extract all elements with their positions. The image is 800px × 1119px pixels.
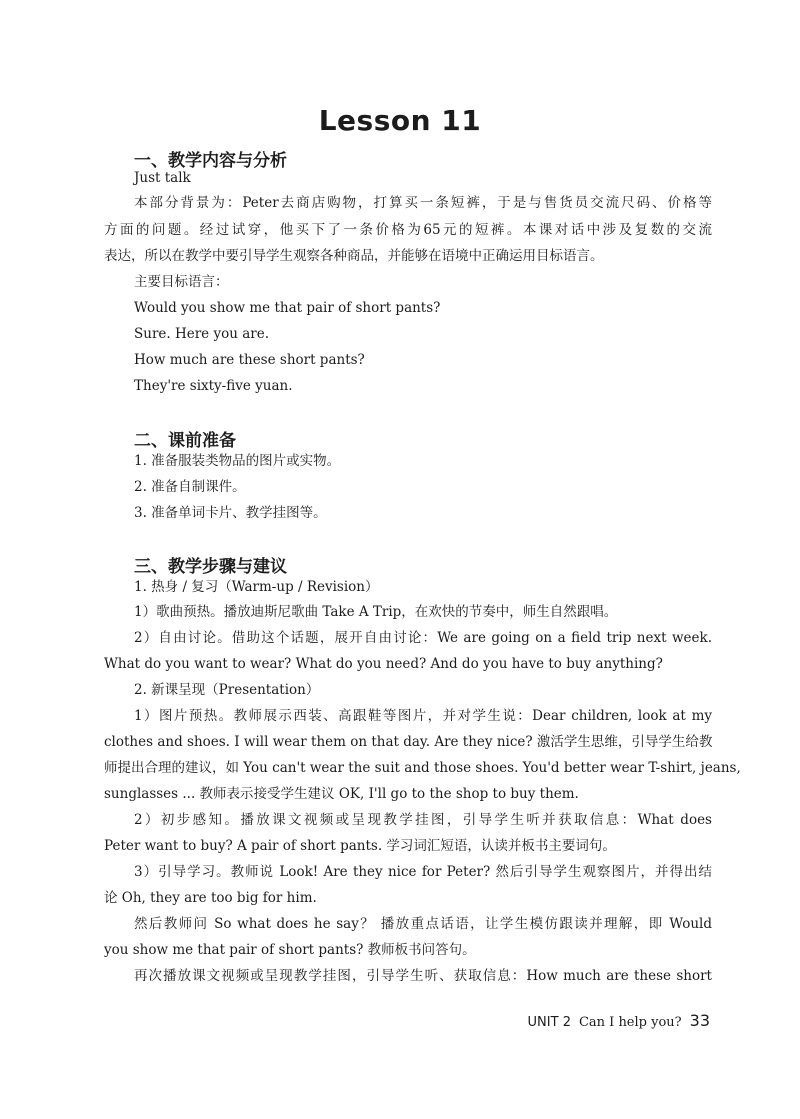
target-sentence: Would you show me that pair of short pants? — [134, 300, 441, 316]
list-item: 3. 准备单词卡片、教学挂图等。 — [134, 505, 327, 521]
paragraph-line: 然后教师问 So what does he say？ 播放重点话语，让学生模仿跟读并理解，即 Would — [134, 916, 712, 932]
page-number: 33 — [689, 1011, 710, 1030]
target-sentence: Sure. Here you are. — [134, 326, 269, 342]
paragraph-line: 论 Oh, they are too big for him. — [104, 890, 317, 906]
paragraph-line: 1）图片预热。教师展示西装、高跟鞋等图片，并对学生说：Dear children, look at my — [134, 708, 712, 724]
list-item: 2. 准备自制课件。 — [134, 479, 246, 495]
paragraph-line: 再次播放课文视频或呈现教学挂图，引导学生听、获取信息：How much are these short — [134, 968, 712, 984]
section-heading-content-analysis: 一、教学内容与分析 — [134, 151, 287, 171]
paragraph-line: 表达，所以在教学中要引导学生观察各种商品，并能够在语境中正确运用目标语言。 — [104, 248, 604, 264]
paragraph-line: 方面的问题。经过试穿，他买下了一条价格为65元的短裤。本课对话中涉及复数的交流 — [104, 222, 712, 238]
list-item: 1. 准备服装类物品的图片或实物。 — [134, 453, 341, 469]
paragraph-line: 2）自由讨论。借助这个话题，展开自由讨论：We are going on a field trip next week. — [134, 630, 712, 646]
page-footer — [528, 1011, 710, 1030]
paragraph-line: clothes and shoes. I will wear them on that day. Are they nice? 激活学生思维，引导学生给教 — [104, 734, 713, 750]
subheading-just-talk: Just talk — [134, 170, 191, 186]
paragraph-line: you show me that pair of short pants? 教师板书问答句。 — [104, 942, 476, 958]
paragraph-line: 本部分背景为：Peter去商店购物，打算买一条短裤，于是与售货员交流尺码、价格等 — [134, 195, 712, 211]
paragraph-line: sunglasses ... 教师表示接受学生建议 OK, I'll go to the shop to buy them. — [104, 786, 579, 802]
paragraph-line: 师提出合理的建议，如 You can't wear the suit and those shoes. You'd better wear T-shirt, jeans, — [104, 760, 741, 776]
paragraph-line: What do you want to wear? What do you need? And do you have to buy anything? — [104, 656, 663, 672]
section-heading-teaching-steps: 三、教学步骤与建议 — [134, 557, 287, 577]
lesson-title: Lesson 11 — [318, 104, 482, 137]
target-sentence: They're sixty-five yuan. — [134, 378, 293, 394]
paragraph-line: 1）歌曲预热。播放迪斯尼歌曲 Take A Trip，在欢快的节奏中，师生自然跟唱。 — [134, 604, 618, 620]
paragraph-line: 3）引导学习。教师说 Look! Are they nice for Peter? 然后引导学生观察图片，并得出结 — [134, 864, 712, 880]
footer-unit: UNIT 2 — [527, 1015, 571, 1030]
target-sentence: How much are these short pants? — [134, 352, 365, 368]
section-heading-preparation: 二、课前准备 — [134, 431, 236, 451]
target-language-label: 主要目标语言： — [134, 274, 229, 290]
step-heading: 1. 热身 / 复习（Warm-up / Revision） — [134, 579, 379, 595]
step-heading: 2. 新课呈现（Presentation） — [134, 682, 320, 698]
footer-unit-subtitle: Can I help you? — [578, 1015, 682, 1030]
paragraph-line: Peter want to buy? A pair of short pants. 学习词汇短语，认读并板书主要词句。 — [104, 838, 616, 854]
paragraph-line: 2）初步感知。播放课文视频或呈现教学挂图，引导学生听并获取信息：What does — [134, 812, 712, 828]
